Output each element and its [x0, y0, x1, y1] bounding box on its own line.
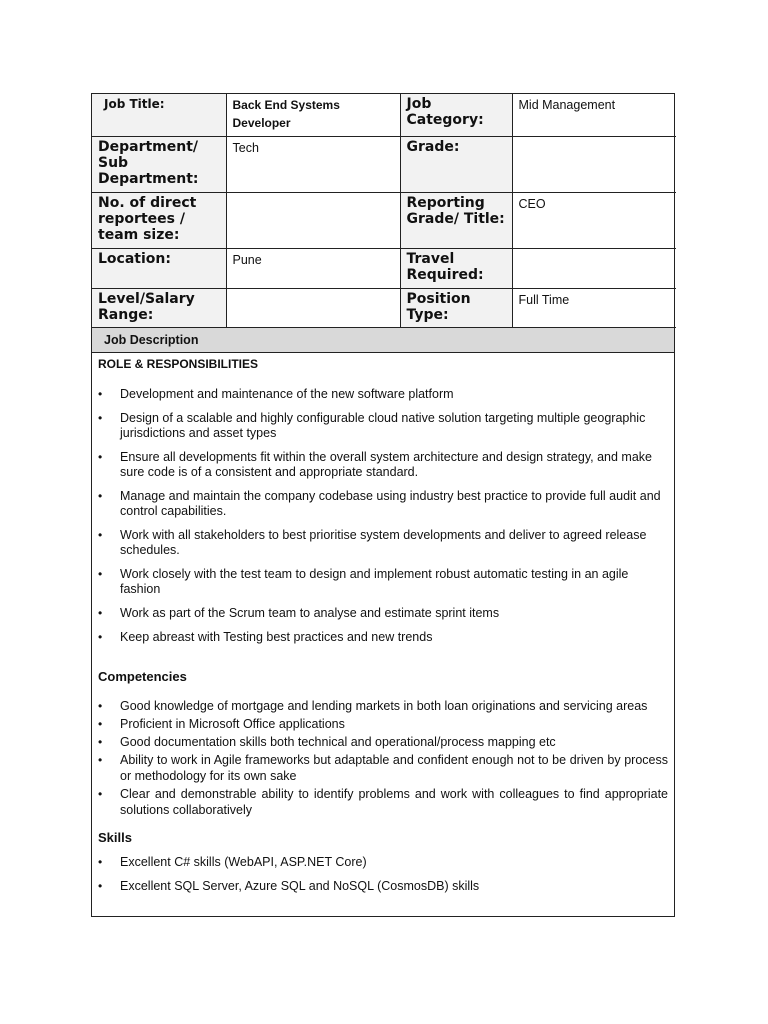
list-item: • Clear and demonstrable ability to identify problems and work with colleagues to find appropriate solutions collaboratively	[98, 786, 668, 818]
list-item: • Proficient in Microsoft Office applications	[98, 716, 668, 732]
job-description-heading: Job Description	[92, 328, 674, 353]
grade-value	[512, 136, 676, 192]
list-item: • Good knowledge of mortgage and lending markets in both loan originations and servicing areas	[98, 698, 668, 714]
travel-required-label: Travel Required:	[400, 248, 512, 288]
skills-title: Skills	[98, 829, 132, 845]
job-title-label: Job Title:	[92, 94, 226, 136]
table-row	[92, 288, 676, 327]
role-responsibilities-title: ROLE & RESPONSIBILITIES	[98, 356, 259, 371]
team-size-value	[226, 192, 400, 248]
table-row	[92, 94, 676, 136]
list-item: • Excellent C# skills (WebAPI, ASP.NET Core)	[98, 855, 668, 870]
department-value: Tech	[226, 136, 400, 192]
reporting-grade-value: CEO	[512, 192, 676, 248]
list-item: • Ensure all developments fit within the overall system architecture and design strategy, and make sure code is of a consistent and appropriate standard.	[98, 450, 668, 480]
table-row	[92, 192, 676, 248]
job-details-table	[92, 94, 676, 328]
list-item: • Manage and maintain the company codebase using industry best practice to provide full audit and control capabilities.	[98, 489, 668, 519]
list-item: • Work closely with the test team to design and implement robust automatic testing in an agile fashion	[98, 567, 668, 597]
skills-list	[98, 855, 668, 894]
grade-label: Grade:	[400, 136, 512, 192]
competencies-list	[98, 698, 668, 818]
team-size-label: No. of direct reportees / team size:	[92, 192, 226, 248]
list-item: • Good documentation skills both technical and operational/process mapping etc	[98, 734, 668, 750]
table-row	[92, 248, 676, 288]
position-type-label: Position Type:	[400, 288, 512, 327]
salary-range-value	[226, 288, 400, 327]
responsibilities-list	[98, 387, 668, 645]
list-item: • Excellent SQL Server, Azure SQL and NoSQL (CosmosDB) skills	[98, 879, 668, 894]
list-item: • Design of a scalable and highly configurable cloud native solution targeting multiple geographic jurisdictions and asset types	[98, 411, 668, 441]
reporting-grade-label: Reporting Grade/ Title:	[400, 192, 512, 248]
job-category-label: Job Category:	[400, 94, 512, 136]
travel-required-value	[512, 248, 676, 288]
department-label: Department/ Sub Department:	[92, 136, 226, 192]
list-item: • Development and maintenance of the new software platform	[98, 387, 668, 402]
salary-range-label: Level/Salary Range:	[92, 288, 226, 327]
job-description-body	[92, 353, 674, 894]
position-type-value: Full Time	[512, 288, 676, 327]
table-row	[92, 136, 676, 192]
list-item: • Ability to work in Agile frameworks but adaptable and confident enough not to be driven by process or methodology for its own sake	[98, 752, 668, 784]
job-title-value: Back End Systems Developer	[226, 94, 400, 136]
list-item: • Work as part of the Scrum team to analyse and estimate sprint items	[98, 606, 668, 621]
location-value: Pune	[226, 248, 400, 288]
competencies-title: Competencies	[98, 668, 187, 684]
list-item: • Keep abreast with Testing best practices and new trends	[98, 630, 668, 645]
location-label: Location:	[92, 248, 226, 288]
job-description-document	[91, 93, 675, 917]
job-category-value: Mid Management	[512, 94, 676, 136]
list-item: • Work with all stakeholders to best prioritise system developments and deliver to agreed release schedules.	[98, 528, 668, 558]
